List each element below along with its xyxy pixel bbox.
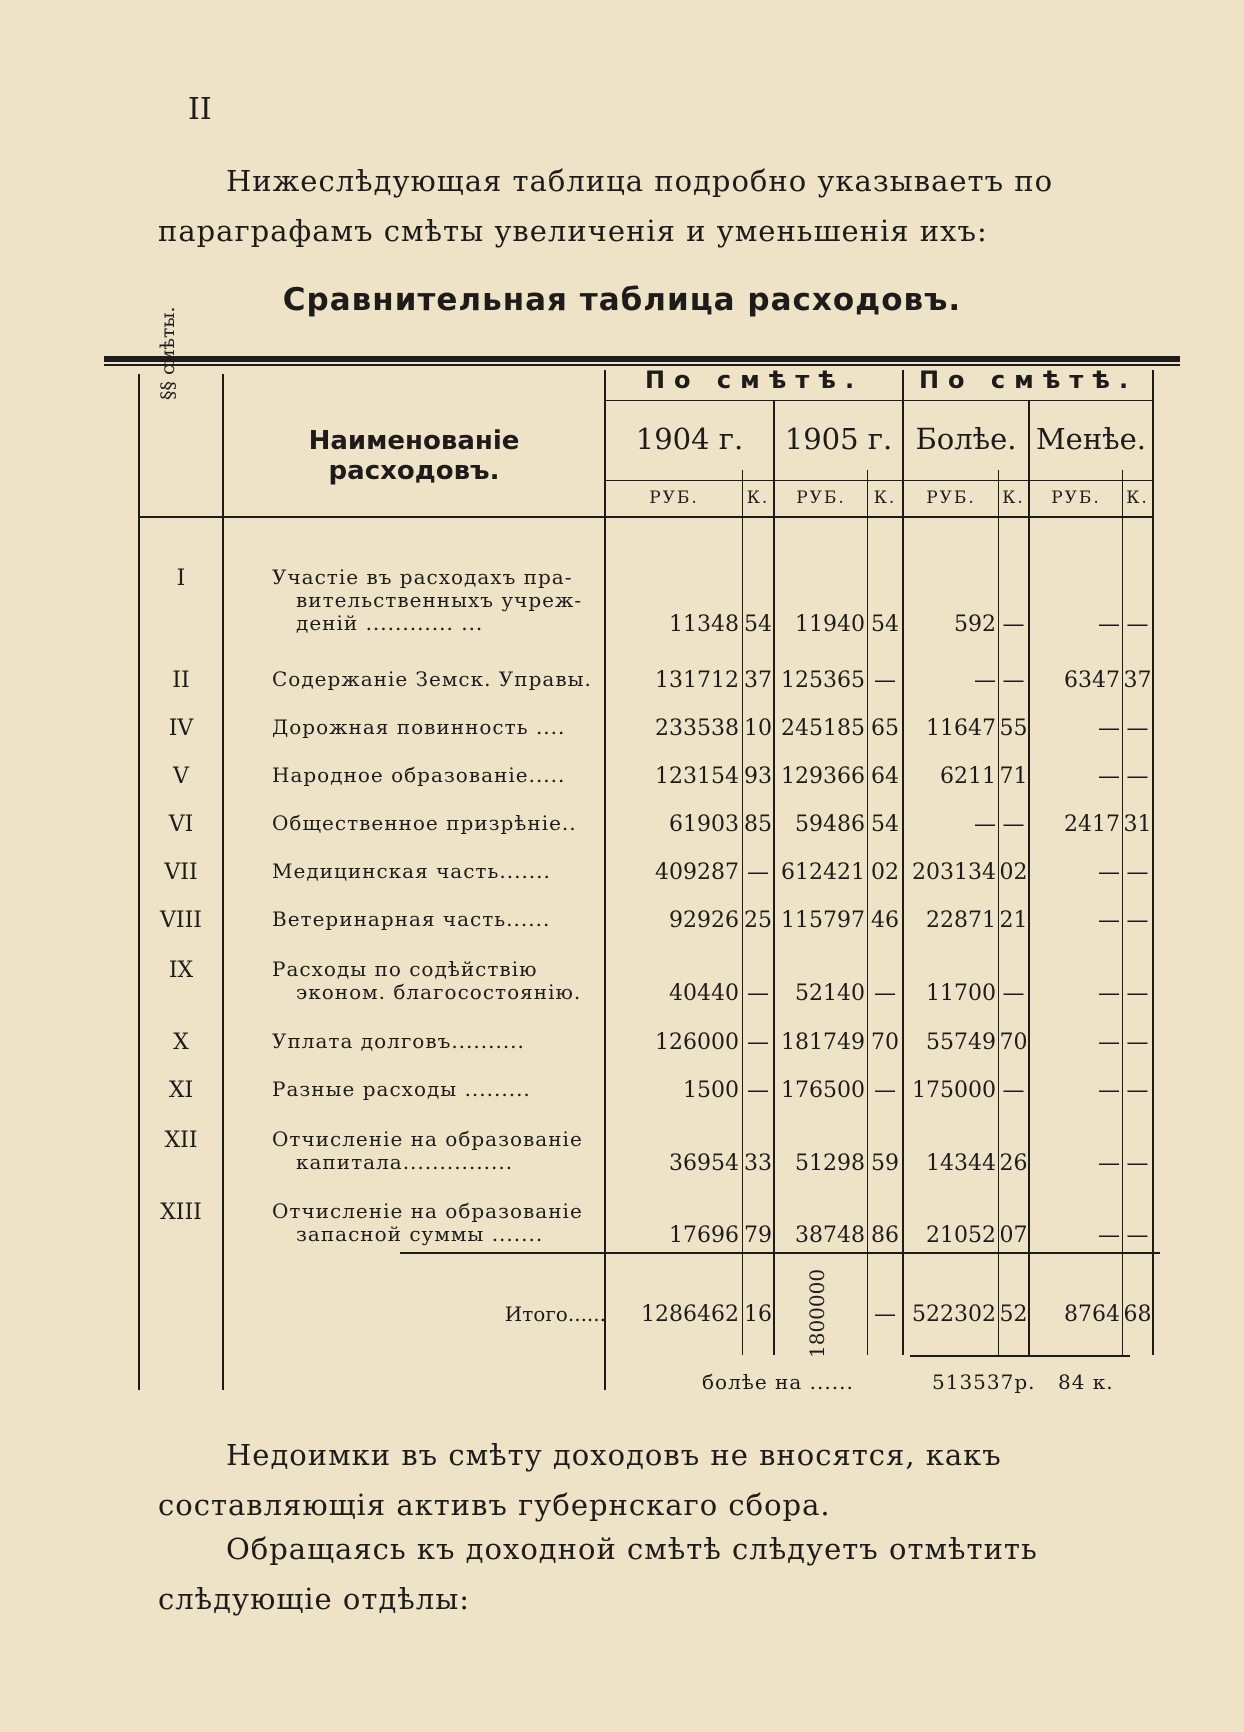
row-kop-1904: 37 xyxy=(744,668,772,693)
row-rub-more: — xyxy=(974,812,996,837)
page-number: II xyxy=(188,92,212,127)
header-group-estimate-2: По смѣтѣ. xyxy=(918,366,1138,394)
row-kop-1905: 54 xyxy=(871,812,899,837)
row-paragraph: V xyxy=(173,764,189,789)
col-line-para xyxy=(222,374,224,1390)
row-rub-1905: 51298 xyxy=(795,1151,865,1176)
row-rub-1904: 1500 xyxy=(683,1078,739,1103)
row-name xyxy=(272,668,606,691)
total-rub-1905: 1800000 xyxy=(805,1268,829,1358)
row-name-line: Содержаніе Земск. Управы. xyxy=(272,667,592,691)
row-rub-1905: 38748 xyxy=(795,1223,865,1248)
row-rub-1904: 409287 xyxy=(655,860,739,885)
row-kop-more: 71 xyxy=(999,764,1028,789)
row-kop-less: 37 xyxy=(1123,668,1152,693)
row-name xyxy=(272,812,606,835)
header-1904: 1904 г. xyxy=(635,422,744,456)
row-rub-1904: 126000 xyxy=(655,1030,739,1055)
row-rub-more: 6211 xyxy=(940,764,996,789)
row-rub-1905: 612421 xyxy=(781,860,865,885)
header-rub-less: РУБ. xyxy=(1051,488,1101,508)
row-rub-more: 203134 xyxy=(912,860,996,885)
row-rub-more: 11700 xyxy=(926,981,996,1006)
row-kop-more: — xyxy=(1002,612,1025,637)
row-rub-less: — xyxy=(1098,1078,1120,1103)
total-rub-more: 522302 xyxy=(912,1302,996,1327)
row-name-line: деній ............ ... xyxy=(296,611,484,635)
row-rub-less: — xyxy=(1098,860,1120,885)
header-name: Наименованіе расходовъ. xyxy=(308,426,520,486)
row-name xyxy=(272,566,606,635)
row-paragraph: I xyxy=(176,566,186,591)
total-kop-more: 52 xyxy=(999,1302,1028,1327)
row-kop-1905: 65 xyxy=(871,716,899,741)
row-kop-less: — xyxy=(1126,1151,1149,1176)
row-rub-1904: 92926 xyxy=(669,908,739,933)
row-rub-less: — xyxy=(1098,716,1120,741)
row-name-line: Отчисленіе на образованіе xyxy=(272,1127,583,1151)
row-kop-less: — xyxy=(1126,716,1149,741)
row-rub-1904: 131712 xyxy=(655,668,739,693)
row-rub-less: — xyxy=(1098,1223,1120,1248)
row-name xyxy=(272,1128,606,1174)
intro-paragraph: Нижеслѣдующая таблица подробно указываетъ по параграфамъ смѣты увеличенія и уменьшенія ихъ: xyxy=(158,164,1054,248)
row-kop-1905: 86 xyxy=(871,1223,899,1248)
row-kop-more: 26 xyxy=(999,1151,1028,1176)
row-paragraph: IX xyxy=(168,958,194,983)
row-name-line: Разные расходы ......... xyxy=(272,1077,531,1101)
row-paragraph: XII xyxy=(164,1128,198,1153)
header-group-estimate-1: По смѣтѣ. xyxy=(644,366,864,394)
row-rub-more: 14344 xyxy=(926,1151,996,1176)
row-kop-1905: — xyxy=(874,668,896,693)
row-kop-more: — xyxy=(1002,668,1025,693)
row-kop-more: — xyxy=(1002,981,1025,1006)
row-rub-more: 21052 xyxy=(926,1223,996,1248)
row-rub-1904: 40440 xyxy=(669,981,739,1006)
header-kop-less: К. xyxy=(1126,488,1149,508)
row-rub-1905: 125365 xyxy=(781,668,865,693)
row-kop-1904: 54 xyxy=(744,612,772,637)
table-top-rule xyxy=(104,356,1180,362)
row-kop-1904: 10 xyxy=(744,716,772,741)
row-kop-1905: 59 xyxy=(871,1151,899,1176)
row-paragraph: VI xyxy=(168,812,194,837)
row-kop-1904: — xyxy=(747,860,769,885)
row-rub-1905: 245185 xyxy=(781,716,865,741)
row-kop-1904: — xyxy=(747,981,769,1006)
total-rub-less: 8764 xyxy=(1064,1302,1120,1327)
header-bottom-rule xyxy=(138,516,1154,518)
header-1905: 1905 г. xyxy=(784,422,893,456)
body-bottom-rule xyxy=(400,1252,1160,1254)
header-rub-more: РУБ. xyxy=(926,488,976,508)
row-rub-more: 175000 xyxy=(912,1078,996,1103)
row-paragraph: VII xyxy=(164,860,198,885)
row-rub-1904: 61903 xyxy=(669,812,739,837)
header-kop-1904: К. xyxy=(746,488,770,508)
row-rub-1905: 115797 xyxy=(781,908,865,933)
row-name xyxy=(272,958,606,1004)
row-name xyxy=(272,716,606,739)
row-kop-1904: — xyxy=(747,1030,769,1055)
row-rub-1904: 17696 xyxy=(669,1223,739,1248)
row-rub-less: — xyxy=(1098,612,1120,637)
row-kop-less: — xyxy=(1126,1078,1149,1103)
row-rub-1904: 36954 xyxy=(669,1151,739,1176)
row-kop-1904: 33 xyxy=(744,1151,772,1176)
row-kop-1905: 46 xyxy=(871,908,899,933)
row-paragraph: II xyxy=(172,668,190,693)
total-kop-1904: 16 xyxy=(744,1302,772,1327)
row-rub-1905: 176500 xyxy=(781,1078,865,1103)
row-rub-less: — xyxy=(1098,908,1120,933)
row-rub-less: — xyxy=(1098,764,1120,789)
row-kop-less: — xyxy=(1126,908,1149,933)
row-name-line: запасной суммы ....... xyxy=(296,1222,544,1246)
row-paragraph: IV xyxy=(168,716,194,741)
row-rub-1904: 11348 xyxy=(669,612,739,637)
row-rub-less: 6347 xyxy=(1064,668,1120,693)
header-rub-1905: РУБ. xyxy=(796,488,846,508)
row-name-line: Расходы по содѣйствію xyxy=(272,957,538,981)
row-name-line: эконом. благосостоянію. xyxy=(296,980,582,1004)
header-line-groups xyxy=(606,400,1152,401)
header-para: §§ смѣты. xyxy=(157,306,179,400)
row-rub-1904: 123154 xyxy=(655,764,739,789)
row-kop-more: 07 xyxy=(999,1223,1028,1248)
row-kop-1905: 70 xyxy=(871,1030,899,1055)
row-kop-1904: 79 xyxy=(744,1223,772,1248)
row-name xyxy=(272,764,606,787)
total-underline xyxy=(910,1355,1130,1357)
row-name xyxy=(272,860,606,883)
row-name-line: вительственныхъ учреж- xyxy=(296,588,583,612)
row-rub-1905: 181749 xyxy=(781,1030,865,1055)
row-rub-more: 55749 xyxy=(926,1030,996,1055)
row-name-line: Медицинская часть....... xyxy=(272,859,551,883)
row-kop-1904: 85 xyxy=(744,812,772,837)
header-more: Болѣе. xyxy=(915,422,1017,456)
row-kop-less: — xyxy=(1126,981,1149,1006)
row-kop-more: 55 xyxy=(999,716,1028,741)
row-kop-1905: — xyxy=(874,981,896,1006)
row-rub-more: 22871 xyxy=(926,908,996,933)
row-name-line: Уплата долговъ.......... xyxy=(272,1029,525,1053)
row-paragraph: XIII xyxy=(160,1200,202,1225)
row-rub-1905: 52140 xyxy=(795,981,865,1006)
row-kop-more: 02 xyxy=(999,860,1028,885)
row-rub-1905: 11940 xyxy=(795,612,865,637)
row-name xyxy=(272,1030,606,1053)
header-line-units xyxy=(606,480,1152,481)
row-rub-1905: 129366 xyxy=(781,764,865,789)
total-label: Итого...... xyxy=(504,1302,606,1326)
more-by-label: болѣе на ...... xyxy=(702,1370,854,1394)
row-name-line: Дорожная повинность .... xyxy=(272,715,566,739)
row-kop-less: 31 xyxy=(1123,812,1152,837)
row-kop-more: — xyxy=(1002,812,1025,837)
income-paragraph: Обращаясь къ доходной смѣтѣ слѣдуетъ отмѣтить слѣдующіе отдѣлы: xyxy=(158,1532,1038,1616)
row-name-line: Отчисленіе на образованіе xyxy=(272,1199,583,1223)
row-kop-less: — xyxy=(1126,612,1149,637)
header-less: Менѣе. xyxy=(1035,422,1147,456)
row-kop-1905: — xyxy=(874,1078,896,1103)
row-rub-less: 2417 xyxy=(1064,812,1120,837)
arrears-paragraph: Недоимки въ смѣту доходовъ не вносятся, какъ составляющія активъ губернскаго сбора. xyxy=(158,1438,1002,1522)
row-kop-1904: 93 xyxy=(744,764,772,789)
row-kop-less: — xyxy=(1126,860,1149,885)
row-rub-more: 11647 xyxy=(926,716,996,741)
row-name xyxy=(272,1200,606,1246)
row-name-line: Ветеринарная часть...... xyxy=(272,907,551,931)
row-kop-1905: 54 xyxy=(871,612,899,637)
row-kop-1904: 25 xyxy=(744,908,772,933)
row-paragraph: VIII xyxy=(160,908,202,933)
total-rub-1904: 1286462 xyxy=(641,1302,739,1327)
table-title: Сравнительная таблица расходовъ. xyxy=(282,282,962,318)
row-kop-1905: 64 xyxy=(871,764,899,789)
row-kop-more: — xyxy=(1002,1078,1025,1103)
row-kop-1905: 02 xyxy=(871,860,899,885)
row-rub-1904: 233538 xyxy=(655,716,739,741)
header-kop-more: К. xyxy=(1002,488,1025,508)
row-name-line: Народное образованіе..... xyxy=(272,763,566,787)
more-by-kop: 84 к. xyxy=(1058,1370,1114,1394)
row-kop-less: — xyxy=(1126,1223,1149,1248)
row-rub-less: — xyxy=(1098,981,1120,1006)
row-name-line: Общественное призрѣніе.. xyxy=(272,811,577,835)
row-kop-more: 21 xyxy=(999,908,1028,933)
row-kop-less: — xyxy=(1126,1030,1149,1055)
row-paragraph: XI xyxy=(168,1078,194,1103)
row-name-line: капитала............... xyxy=(296,1150,514,1174)
row-rub-more: 592 xyxy=(954,612,996,637)
row-rub-1905: 59486 xyxy=(795,812,865,837)
row-kop-more: 70 xyxy=(999,1030,1028,1055)
row-paragraph: X xyxy=(173,1030,189,1055)
row-rub-less: — xyxy=(1098,1151,1120,1176)
header-rub-1904: РУБ. xyxy=(649,488,699,508)
row-name xyxy=(272,908,606,931)
total-kop-1905: — xyxy=(874,1302,896,1327)
row-rub-less: — xyxy=(1098,1030,1120,1055)
header-kop-1905: К. xyxy=(873,488,897,508)
row-kop-1904: — xyxy=(747,1078,769,1103)
row-rub-more: — xyxy=(974,668,996,693)
row-name xyxy=(272,1078,606,1101)
row-name-line: Участіе въ расходахъ пра- xyxy=(272,565,573,589)
row-kop-less: — xyxy=(1126,764,1149,789)
more-by-value: 513537р. xyxy=(932,1370,1036,1394)
total-kop-less: 68 xyxy=(1123,1302,1152,1327)
